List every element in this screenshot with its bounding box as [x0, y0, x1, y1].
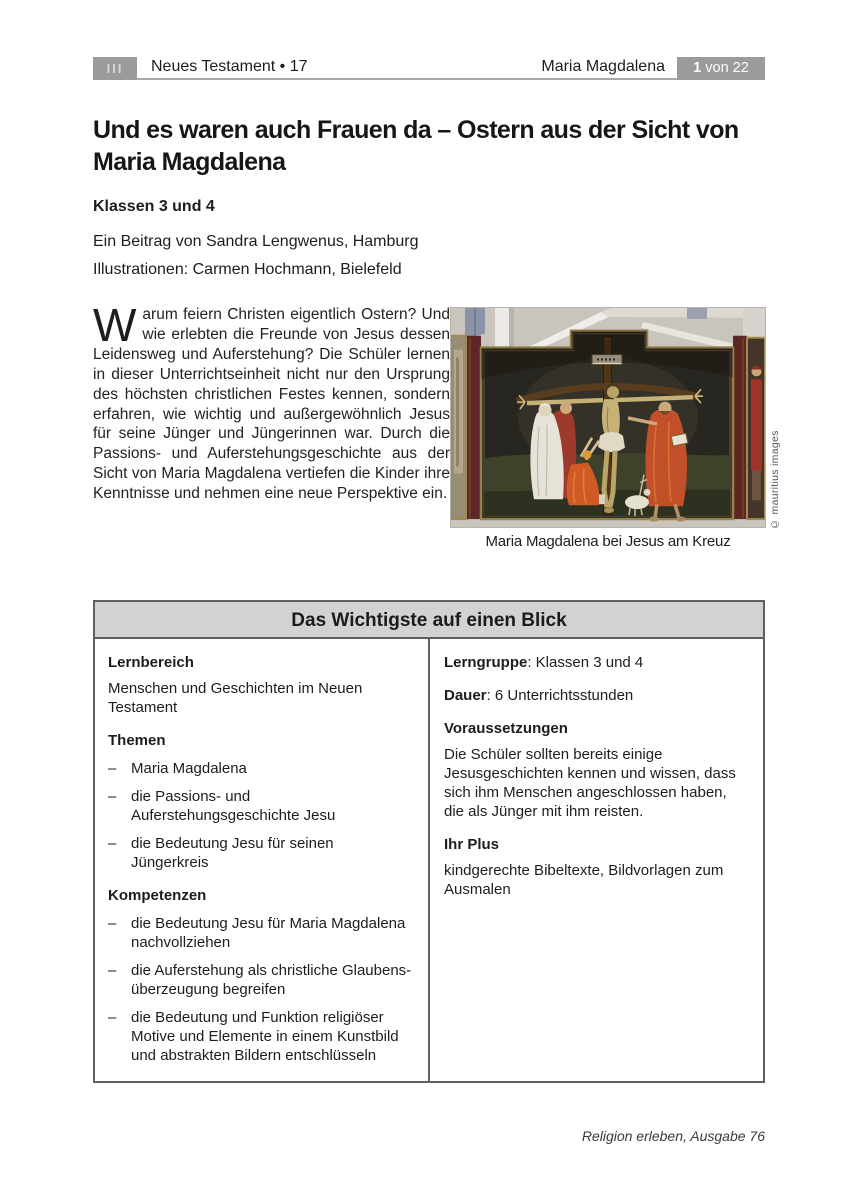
drop-cap: W	[93, 299, 137, 351]
kompetenzen-item-1: die Bedeutung Jesu für Maria Magdalena nachvollziehen	[131, 915, 406, 951]
overview-box-title: Das Wichtigste auf einen Blick	[95, 602, 763, 639]
header-section-label: Neues Testament • 17	[151, 58, 308, 75]
overview-box-right-column	[430, 639, 763, 1081]
ihr-plus-text: kindgerechte Bibeltexte, Bildvorlagen zum Ausmalen	[444, 862, 724, 898]
page-title	[93, 114, 773, 178]
crucifixion-painting-illustration	[451, 308, 765, 527]
overview-box	[93, 600, 765, 1083]
list-item	[108, 961, 412, 999]
header-topic-label: Maria Magdalena	[541, 58, 665, 75]
bullet-dash: –	[108, 1009, 117, 1026]
themen-item-1: Maria Magdalena	[131, 760, 247, 777]
lernbereich-text: Menschen und Geschichten im Neuen Testament	[108, 680, 363, 716]
kompetenzen-item-2: die Auferstehung als christliche Glaubensüberzeugung begreifen	[131, 962, 412, 998]
figure-caption: Maria Magdalena bei Jesus am Kreuz	[485, 533, 731, 550]
grade-label: Klassen 3 und 4	[93, 198, 215, 215]
themen-item-3: die Bedeutung Jesu für seinen Jüngerkreis	[131, 835, 334, 871]
list-item	[108, 759, 412, 778]
page-number-current: 1	[693, 60, 702, 76]
page-title-line1: Und es waren auch Frauen da – Ostern aus der Sicht von	[93, 116, 739, 144]
bullet-dash: –	[108, 788, 117, 805]
ihr-plus-heading: Ihr Plus	[444, 836, 500, 853]
list-item	[108, 787, 412, 825]
page-number-suffix: von 22	[701, 60, 749, 76]
dauer-value: : 6 Unterrichtsstunden	[486, 687, 634, 704]
altarpiece-photo	[450, 307, 766, 528]
dauer-label: Dauer	[444, 687, 487, 704]
list-item	[108, 1008, 412, 1065]
unit-badge: III	[93, 57, 137, 80]
imprint-footer: Religion erleben, Ausgabe 76	[581, 1128, 765, 1144]
illustrator-line: Illustrationen: Carmen Hochmann, Bielefeld	[93, 261, 402, 278]
page-title-line2: Maria Magdalena	[93, 148, 286, 176]
kompetenzen-item-3: die Bedeutung und Funktion religiöser Motive und Elemente in einem Kunstbild und abstrakten Bildern entschlüsseln	[131, 1009, 399, 1064]
dauer-row	[444, 686, 747, 705]
intro-paragraph	[93, 299, 450, 504]
author-line: Ein Beitrag von Sandra Lengwenus, Hamburg	[93, 233, 419, 250]
themen-item-2: die Passions- und Auferstehungsgeschichte Jesu	[131, 788, 336, 824]
voraussetzungen-text: Die Schüler sollten bereits einige Jesusgeschichten kennen und wissen, dass sich ihm Menschen angeschlossen haben, die als Jünger mit ihm reisten.	[444, 746, 736, 820]
page-header	[93, 57, 765, 80]
overview-box-left-column	[95, 639, 430, 1081]
bullet-dash: –	[108, 915, 117, 932]
bullet-dash: –	[108, 962, 117, 979]
lerngruppe-value: : Klassen 3 und 4	[527, 654, 644, 671]
intro-text: arum feiern Christen eigentlich Ostern? Und wie erlebten die Freunde von Jesus dessen Leidensweg und Auferstehung? Die Schüler lernen in dieser Unterrichtseinheit nicht nur den Ursprung des höchsten christlichen Festes kennen, sondern erfahren, wie wichtig und außergewöhnlich Jesus für seine Jünger und Jüngerinnen war. Durch die Passions- und Auferstehungsgeschichte aus der Sicht von Maria Magdalena vertiefen die Kinder ihre Kenntnisse und nehmen eine neue Perspektive ein.	[93, 306, 450, 503]
themen-heading: Themen	[108, 732, 166, 749]
bullet-dash: –	[108, 835, 117, 852]
voraussetzungen-heading: Voraussetzungen	[444, 720, 568, 737]
lerngruppe-row	[444, 653, 747, 672]
list-item	[108, 834, 412, 872]
figure-credit: © mauritius images	[769, 430, 781, 530]
bullet-dash: –	[108, 760, 117, 777]
list-item	[108, 914, 412, 952]
kompetenzen-heading: Kompetenzen	[108, 887, 207, 904]
page-number-badge	[677, 57, 765, 80]
lernbereich-heading: Lernbereich	[108, 654, 194, 671]
lerngruppe-label: Lerngruppe	[444, 654, 528, 671]
